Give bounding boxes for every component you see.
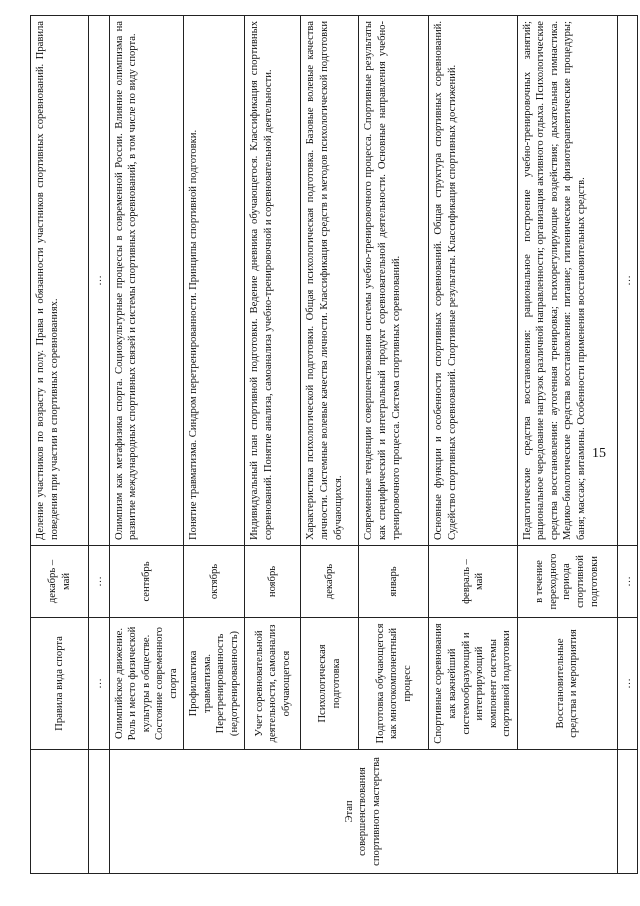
time-cell: … [617,546,638,618]
time-cell: октябрь [184,546,245,618]
time-cell: в течение переходного периода спортивной подготовки [517,546,617,618]
topic-cell: Олимпийское движение. Роль и место физической культуры в обществе. Состояние современного спорта [109,618,184,750]
description-cell: … [89,16,110,546]
stage-label: Этап совершенствования спортивного мастерства [109,750,617,874]
table-row [429,16,517,874]
time-cell: декабрь [301,546,359,618]
topic-cell: … [617,618,638,750]
program-table-rotated [30,16,633,874]
time-cell: декабрь – май [31,546,89,618]
table-row [184,16,245,874]
stage-cell-top [31,750,89,874]
table-row [245,16,301,874]
description-cell: Понятие травматизма. Синдром перетренированности. Принципы спортивной подготовки. [184,16,245,546]
topic-cell: Подготовка обучающегося как многокомпонентный процесс [359,618,429,750]
topic-cell: Учет соревновательной деятельности, самоанализ обучающегося [245,618,301,750]
description-cell: Деление участников по возрасту и полу. Права и обязанности участников спортивных соревнований. Правила поведения при участии в спортивных соревнованиях. [31,16,89,546]
topic-cell: Спортивные соревнования как важнейший системообразующий и интегрирующий компонент системы спортивной подготовки [429,618,517,750]
page-number: 15 [592,446,606,461]
topic-cell: Психологическая подготовка [301,618,359,750]
description-cell: Индивидуальный план спортивной подготовки. Ведение дневника обучающегося. Классификация спортивных соревнований. Понятие анализа, самоанализа учебно-тренировочной и соревновательной деятельности. [245,16,301,546]
description-cell: … [617,16,638,546]
table-row [517,16,617,874]
stage-cell-top [89,750,110,874]
topic-cell: Профилактика травматизма. Перетренированность (недотренированность) [184,618,245,750]
description-cell: Олимпизм как метафизика спорта. Социокультурные процессы в современной России. Влияние олимпизма на развитие международных спортивных связей и системы спортивных соревнований, в том числе по виду спорта. [109,16,184,546]
time-cell: февраль – май [429,546,517,618]
table-row [89,16,110,874]
topic-cell: Восстановительные средства и мероприятия [517,618,617,750]
description-cell: Современные тенденции совершенствования системы учебно-тренировочного процесса. Спортивные результаты как специфический и интегральный продукт соревновательной деятельности. Основные направления учебно-тренировочного процесса. Система спортивных соревнований. [359,16,429,546]
table-row [617,16,638,874]
time-cell: … [89,546,110,618]
time-cell: январь [359,546,429,618]
table-row [109,16,184,874]
description-cell: Характеристика психологической подготовки. Общая психологическая подготовка. Базовые волевые качества личности. Системные волевые качества личности. Классификация средств и методов психологической подготовки обучающихся. [301,16,359,546]
table-row [359,16,429,874]
program-table [30,15,638,874]
time-cell: ноябрь [245,546,301,618]
description-cell: Педагогические средства восстановления: рациональное построение учебно-тренировочных занятий; рациональное чередование нагрузок различной направленности; организация активного отдыха. Психологические средства восстановления: аутогенная тренировка; психорегулирующие воздействия; дыхательная гимнастика. Медико-биологические средства восстановления: питание; гигиенические и физиотерапевтические процедуры; баня; массаж; витамины. Особенности применения восстановительных средств. [517,16,617,546]
table-row [301,16,359,874]
topic-cell: … [89,618,110,750]
description-cell: Основные функции и особенности спортивных соревнований. Общая структура спортивных соревнований. Судейство спортивных соревнований. Спортивные результаты. Классификация спортивных достижений. [429,16,517,546]
stage-cell-bottom [617,750,638,874]
topic-cell: Правила вида спорта [31,618,89,750]
time-cell: сентябрь [109,546,184,618]
table-row [31,16,89,874]
